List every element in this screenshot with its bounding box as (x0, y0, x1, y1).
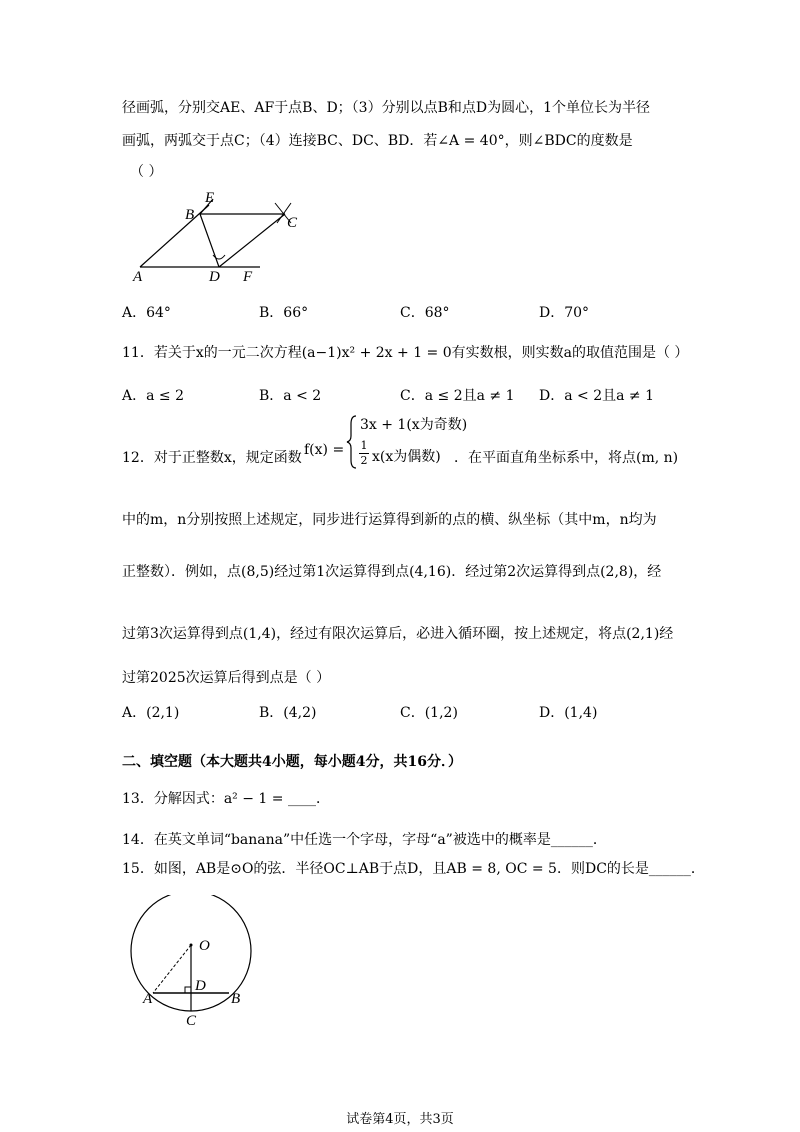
q10-line2: 画弧，两弧交于点C；（4）连接BC、DC、BD．若∠A = 40°，则∠BDC的度数是 (122, 133, 633, 149)
label-C: C (287, 215, 298, 231)
q15-figure-circle (125, 895, 285, 1030)
q11-option-c: C．a ≤ 2且a ≠ 1 (400, 388, 515, 404)
q12-frac-num: 1 (360, 439, 368, 452)
label-A: A (133, 269, 143, 285)
label-C: C (186, 1013, 197, 1029)
page-footer: 试卷第4页，共3页 (346, 1112, 454, 1127)
section-title-fill-in: 二、填空题（本大题共4小题，每小题4分，共16分．） (122, 754, 462, 770)
q10-line1: 径画弧，分别交AE、AF于点B、D；（3）分别以点B和点D为圆心，1个单位长为半径 (122, 100, 650, 116)
label-B: B (231, 991, 241, 1007)
q12-suffix: ．在平面直角坐标系中，将点(m, n) (454, 450, 679, 466)
q12-line5: 过第2025次运算后得到点是（ ） (122, 670, 331, 686)
q15-text: 15．如图，AB是⊙O的弦．半径OC⊥AB于点D，且AB = 8, OC = 5．则DC的长是______． (122, 861, 705, 877)
label-E: E (205, 190, 215, 206)
q10-option-d: D．70° (539, 305, 590, 321)
q14-text: 14．在英文单词“banana”中任选一个字母，字母“a”被选中的概率是______． (122, 832, 607, 848)
q12-function-name: f(x) = (304, 442, 345, 458)
q12-line4: 过第3次运算得到点(1,4)，经过有限次运算后，必进入循环圈，按上述规定，将点(2,1)经 (122, 626, 674, 642)
label-O: O (199, 938, 210, 954)
q12-option-c: C．(1,2) (400, 705, 458, 721)
q11-option-d: D．a < 2且a ≠ 1 (539, 388, 654, 404)
q12-brace (346, 414, 358, 470)
q13-text: 13．分解因式：a² − 1 = ____． (122, 791, 330, 807)
q12-prefix: 12．对于正整数x，规定函数 (122, 450, 302, 466)
label-B: B (185, 207, 195, 223)
q10-figure-rhombus (125, 185, 305, 285)
q12-option-d: D．(1,4) (539, 705, 598, 721)
q10-option-b: B．66° (259, 305, 309, 321)
label-D: D (209, 269, 220, 285)
label-A: A (143, 991, 153, 1007)
q11-text: 11．若关于x的一元二次方程(a−1)x² + 2x + 1 = 0有实数根，则实数a的取值范围是（ ） (122, 345, 689, 361)
q10-option-c: C．68° (400, 305, 450, 321)
label-D: D (195, 978, 206, 994)
q12-line3: 正整数）．例如，点(8,5)经过第1次运算得到点(4,16)．经过第2次运算得到点(2,8)，经 (122, 564, 662, 580)
q11-option-a: A．a ≤ 2 (122, 388, 184, 404)
label-F: F (243, 269, 253, 285)
q12-option-a: A．(2,1) (122, 705, 180, 721)
q12-case-even: x(x为偶数) (372, 449, 441, 465)
q11-option-b: B．a < 2 (259, 388, 322, 404)
q10-answer-paren: （ ） (130, 164, 163, 180)
q12-option-b: B．(4,2) (259, 705, 317, 721)
q12-frac-den: 2 (360, 454, 368, 467)
q10-option-a: A．64° (122, 305, 171, 321)
q12-line2: 中的m，n分别按照上述规定，同步进行运算得到新的点的横、纵坐标（其中m，n均为 (122, 512, 657, 528)
q12-case-odd: 3x + 1(x为奇数) (360, 417, 468, 433)
